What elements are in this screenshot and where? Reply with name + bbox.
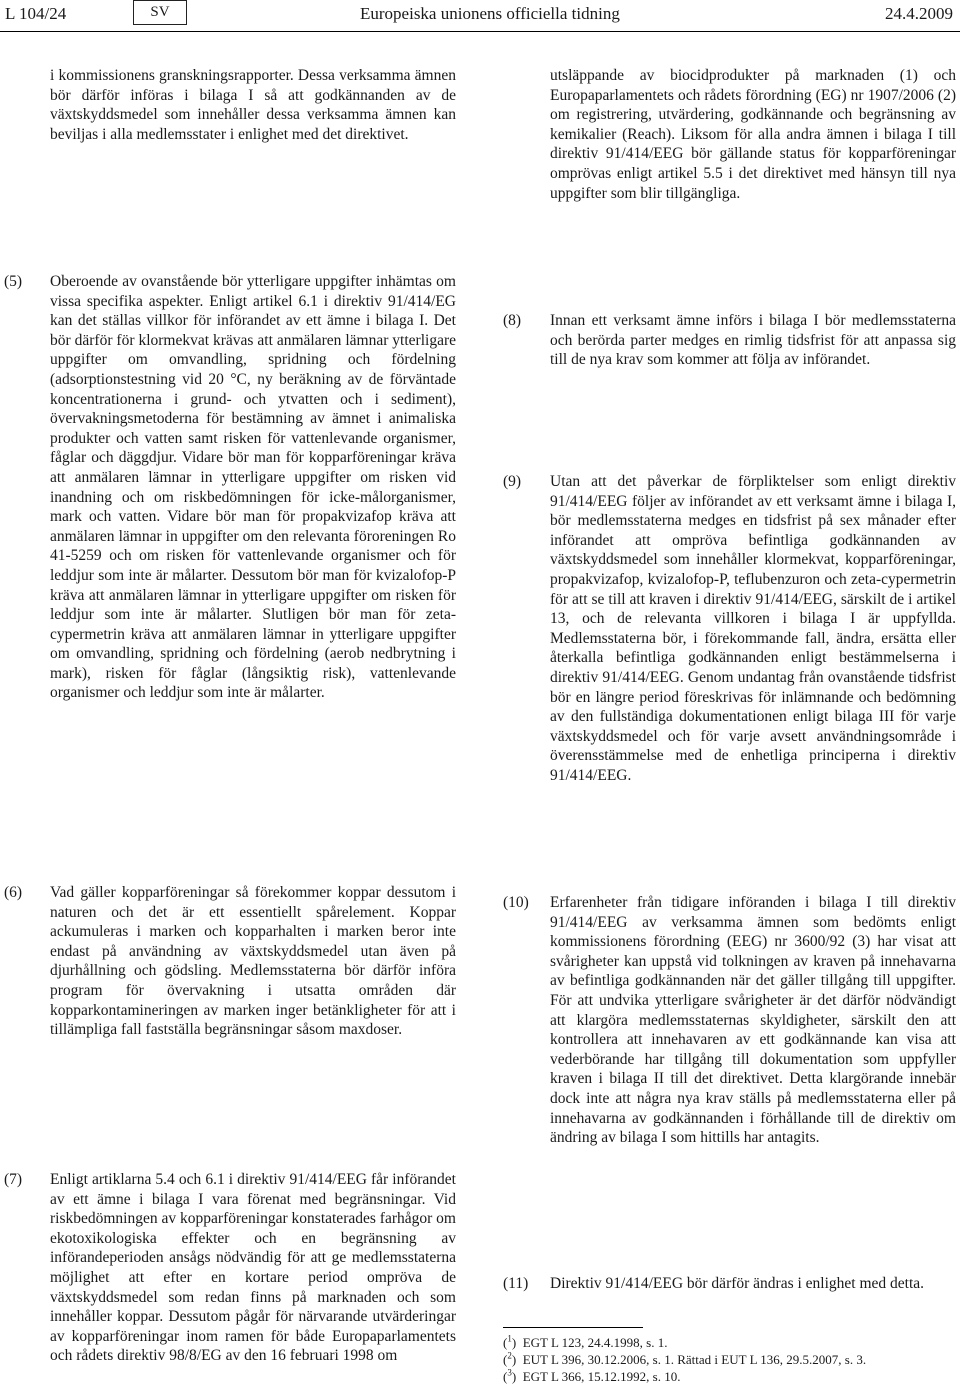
paragraph-9: Utan att det påverkar de förpliktelser som enligt direktiv 91/414/EEG följer av införandet av ett verksamt ämne i bilaga I, bör medlemsstaterna medges en tidsfrist på sex månader efter införandet att ompröva befintliga godkännanden av växtskyddsmedel som innehåller klormekvat, kopparföreningar, propakvizafop, kvizalofop-P, teflubenzuron och zeta-cypermetrin för att se till att kraven i direktiv 91/414/EEG, särskilt de i artikel 13, och de relevanta villkoren i bilaga I är uppfyllda. Medlemsstaterna bör, i förekommande fall, ändra, ersätta eller återkalla befintliga godkännanden enligt bestämmelserna i direktiv 91/414/EEG. Genom undantag från ovanstående tidsfrist bör en längre period föreskrivas för inlämnande och bedömning av den fullständiga dokumentationen enligt bilaga III för varje växtskyddsmedel och för varje avsett användningsområde i överensstämmelse med de enhetliga principerna i direktiv 91/414/EEG. (550, 473, 956, 784)
paragraph-11: Direktiv 91/414/EEG bör därför ändras i enlighet med detta. (550, 1275, 925, 1292)
paragraph-number: (8) (503, 312, 522, 329)
footnote-text: EGT L 366, 15.12.1992, s. 10. (522, 1369, 681, 1384)
paragraph-6: Vad gäller kopparföreningar så förekommer koppar dessutom i naturen och det är ett essentiellt spårelement. Koppar ackumuleras i marken och kopparhalten i marken beror inte endast på användning av växtskyddsmedel utan även på djurhållning och gödsling. Medlemsstaterna bör därför införa program för övervakning i utsatta områden där kopparkontamineringen av marken inger betänkligheter för att i tillämpliga fall fastställa begränsningar såsom maxdoser. (50, 884, 456, 1039)
footnote-2: ($^2$) EUT L 396, 30.12.2006, s. 1. Rättad i EUT L 136, 29.5.2007, s. 3. (503, 1350, 867, 1367)
paragraph-number: (6) (4, 884, 23, 901)
paragraph-7: Enligt artiklarna 5.4 och 6.1 i direktiv 91/414/EEG får införandet av ett ämne i bilaga I vara förenat med begränsningar. Vid riskbedömningen av kopparföreningar konstaterades farhågor om ekotoxikologiska effekter och en begränsning av införandeperioden ansågs nödvändig för att ge medlemsstaterna möjlighet att efter en kortare period ompröva de växtskyddsmedel som redan finns på marknaden och som innehåller koppar. Dessutom pågår för närvarande utvärderingar av kopparföreningar inom ramen för både Europaparlamentets och rådets direktiv 98/8/EG av den 16 februari 1998 om (50, 1171, 456, 1365)
intro-left-text: i kommissionens granskningsrapporter. Dessa verksamma ämnen bör därför införas i bilaga I så att godkännanden av de växtskyddsmedel som innehåller dessa verksamma ämnen kan beviljas i alla medlemsstater i enlighet med det direktivet. (50, 67, 456, 143)
paragraph-10: Erfarenheter från tidigare införanden i bilaga I till direktiv 91/414/EEG av verksamma ämnen som bedömts enligt kommissionens förordning (EEG) nr 3600/92 (3) har visat att svårigheter kan uppstå vid tolkningen av kraven på innehavarna av befintliga godkännanden när det gäller tillgång till uppgifter. För att undvika ytterligare svårigheter är det därför nödvändigt att klargöra medlemsstaternas skyldigheter, särskilt den att kontrollera att innehavaren av ett godkännande kan visa att vederbörande har tillgång till dokumentation som uppfyller kraven i bilaga II till det direktivet. Detta klargörande innebär dock inte att några nya krav ställs på medlemsstaterna eller på innehavarna av godkännanden i förhållande till de direktiv om ändring av bilaga I som hittills har antagits. (550, 894, 956, 1147)
paragraph-number: (9) (503, 473, 522, 490)
journal-title: Europeiska unionens officiella tidning (360, 4, 620, 23)
footnote-3: ($^3$) EGT L 366, 15.12.1992, s. 10. (503, 1367, 681, 1384)
paragraph-number: (5) (4, 273, 23, 290)
paragraph-number: (7) (4, 1171, 23, 1188)
footnote-mark: 1 (507, 1333, 512, 1344)
footnote-mark: 3 (507, 1367, 512, 1378)
footnote-1: ($^1$) EGT L 123, 24.4.1998, s. 1. (503, 1333, 668, 1350)
language-badge: SV (133, 0, 187, 25)
intro-right-text (550, 66, 956, 203)
footnote-text: EUT L 396, 30.12.2006, s. 1. Rättad i EUT L 136, 29.5.2007, s. 3. (522, 1352, 867, 1367)
footnote-mark: 2 (507, 1350, 512, 1361)
paragraph-number: (11) (503, 1275, 529, 1292)
header-rule (0, 31, 960, 32)
footnote-rule (503, 1327, 643, 1328)
page-header (0, 0, 960, 34)
publication-date: 24.4.2009 (885, 4, 953, 23)
intro-right-body: utsläppande av biocidprodukter på marknaden (1) och Europaparlamentets och rådets förordning (EG) nr 1907/2006 (2) om registrering, utvärdering, godkännande och begränsning av kemikalier (Reach). Liksom för alla andra ämnen i bilaga I till direktiv 91/414/EEG bör gällande status för kopparföreningar omprövas enligt artikel 5.5 i det direktivet med hänsyn till nya uppgifter som blir tillgängliga. (550, 67, 956, 202)
footnote-text: EGT L 123, 24.4.1998, s. 1. (522, 1335, 668, 1350)
paragraph-5: Oberoende av ovanstående bör ytterligare uppgifter inhämtas om vissa specifika aspekter. Enligt artikel 6.1 i direktiv 91/414/EG kan det ställas villkor för införandet av ett ämne i bilaga I. Det bör därför för klormekvat krävas att anmälaren lämnar ytterligare uppgifter om omvandling, spridning och fördelning (adsorptionstestning vid 20 °C, ny beräkning av de förväntade koncentrationerna i grund- och ytvatten och i sediment), övervakningsmetoderna för bestämning av ämnet i animaliska produkter och vatten samt risken för vattenlevande organismer, fåglar och däggdjur. Vidare bör man för kopparföreningar kräva att anmälaren lämnar in ytterligare uppgifter om risken vid inandning och om riskbedömningen för icke-målorganismer, mark och vatten. Vidare bör man för propakvizafop kräva att anmälaren lämnar in uppgifter om den relevanta föroreningen Ro 41-5259 och om risken för vattenlevande organismer och för leddjur som inte är målarter. Dessutom bör man för kvizalofop-P kräva att anmälaren lämnar in ytterligare uppgifter om risken för leddjur som inte är målarter. Slutligen bör man för zeta-cypermetrin kräva att anmälaren lämnar in ytterligare uppgifter om omvandling, spridning och fördelning (aerob nedbrytning i mark), risken för fåglar (långsiktig risk), vattenlevande organismer och leddjur som inte är målarter. (50, 273, 456, 702)
paragraph-number: (10) (503, 894, 529, 911)
paragraph-8: Innan ett verksamt ämne införs i bilaga I bör medlemsstaterna och berörda parter medges en rimlig tidsfrist för att anpassa sig till de nya krav som kommer att följa av införandet. (550, 312, 956, 369)
page-reference: L 104/24 (5, 4, 67, 23)
